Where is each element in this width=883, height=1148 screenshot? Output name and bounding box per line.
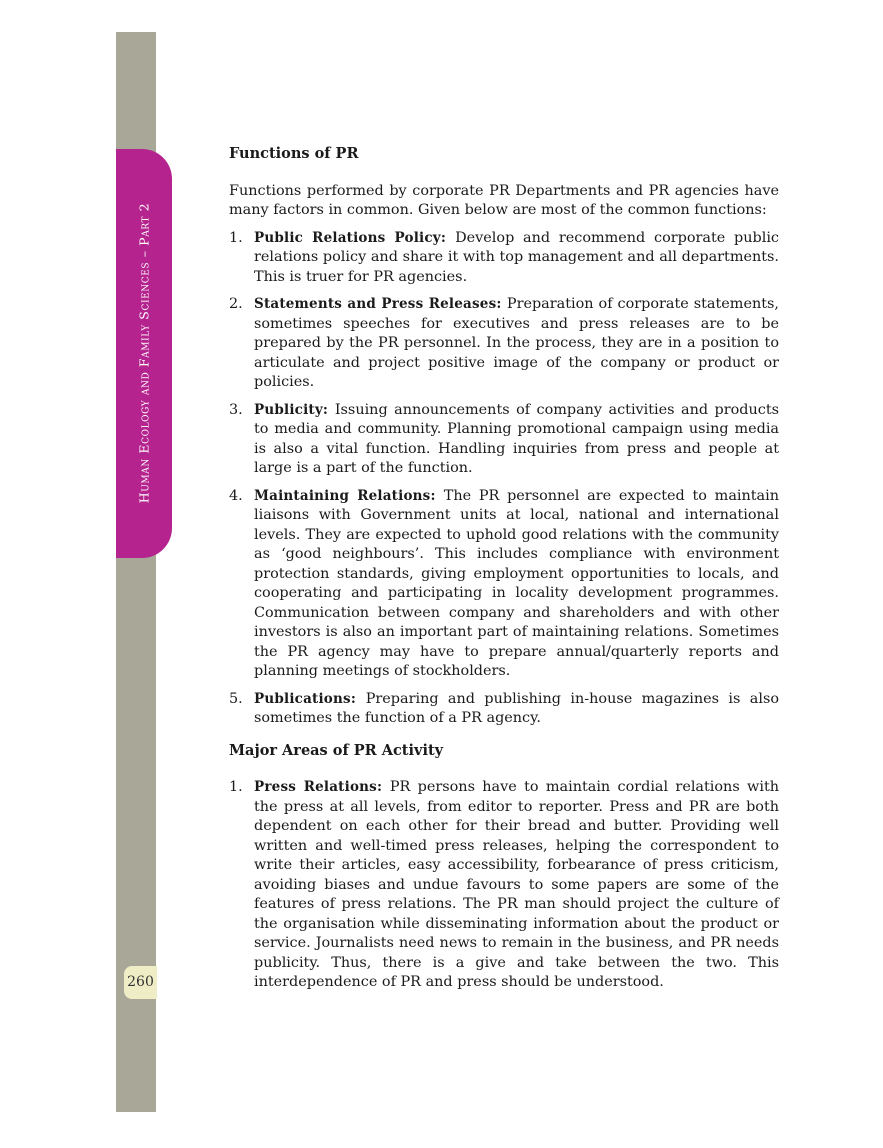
major-areas-list — [229, 778, 779, 993]
list-item — [229, 229, 779, 288]
item-term: Publications: — [254, 690, 366, 707]
item-text: Develop and recommend corporate public relations policy and share it with top management and all departments. This is truer for PR agencies. — [254, 229, 779, 285]
item-text: PR persons have to maintain cordial relations with the press at all levels, from editor to reporter. Press and PR are both dependent on each other for their bread and butter. Providing well written and well-timed press releases, helping the correspondent to write their articles, easy accessibility, forbearance of press criticism, avoiding biases and undue favours to some papers are some of the features of press relations. The PR man should project the culture of the organisation while disseminating information about the product or service. Journalists need news to remain in the business, and PR needs publicity. Thus, there is a give and take between the two. This interdependence of PR and press should be understood. — [254, 779, 780, 990]
item-number: 2. — [229, 296, 243, 312]
item-number: 3. — [229, 401, 243, 418]
list-item — [229, 487, 779, 682]
item-term: Maintaining Relations: — [254, 487, 444, 504]
item-text: The PR personnel are expected to maintain liaisons with Government units at local, national and international levels. They are expected to uphold good relations with the community as ‘good neighbours’. This includes compliance with environment protection standards, giving employment opportunities to locals, and cooperating and participating in locality development programmes. Communication between company and shareholders and with other investors is also an important part of maintaining relations. Sometimes the PR agency may have to prepare annual/quarterly reports and planning meetings of stockholders. — [254, 487, 779, 679]
item-term: Publicity: — [254, 401, 335, 418]
item-text: Preparation of corporate statements, sometimes speeches for executives and press releases are to be prepared by the PR personnel. In the process, they are in a position to articulate and project positive image of the company or product or policies. — [254, 296, 779, 390]
list-item — [229, 690, 779, 729]
section-heading-functions: Functions of PR — [229, 145, 359, 162]
item-number: 1. — [229, 229, 243, 246]
chapter-tab-title: Human Ecology and Family Sciences – Part 2 — [136, 202, 152, 504]
section-heading-major-areas: Major Areas of PR Activity — [229, 741, 444, 759]
item-term: Press Relations: — [254, 779, 390, 795]
section-intro: Functions performed by corporate PR Departments and PR agencies have many factors in common. Given below are most of the common functions: — [229, 182, 779, 218]
item-term: Public Relations Policy: — [254, 229, 456, 246]
item-text: Issuing announcements of company activities and products to media and community. Planning promotional campaign using media is also a vital function. Handling inquiries from press and people at large is a part of the function. — [254, 401, 779, 476]
item-number: 1. — [229, 779, 243, 795]
functions-list — [229, 229, 779, 729]
page-number: 260 — [124, 966, 157, 999]
item-term: Statements and Press Releases: — [254, 296, 507, 312]
item-number: 4. — [229, 487, 243, 504]
item-text: Preparing and publishing in-house magazines is also sometimes the function of a PR agency. — [254, 690, 779, 726]
list-item — [229, 401, 779, 479]
list-item — [229, 295, 779, 393]
list-item — [229, 778, 779, 993]
item-number: 5. — [229, 690, 243, 707]
page-content — [229, 144, 779, 1001]
